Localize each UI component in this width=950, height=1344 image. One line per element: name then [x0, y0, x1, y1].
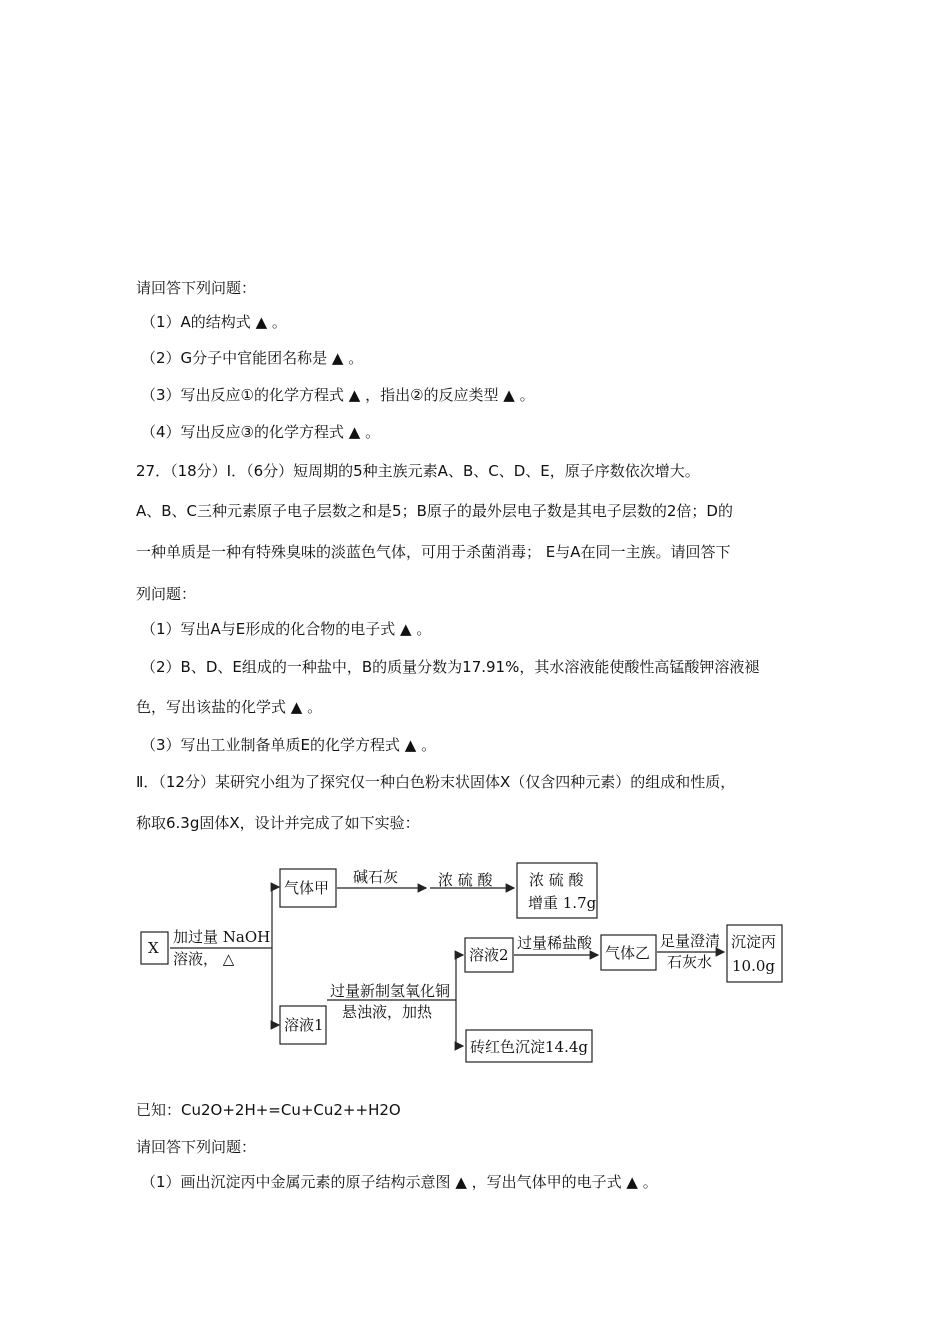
text-line: 色，写出该盐的化学式 ▲ 。 [136, 698, 323, 716]
acid-box-line2: 增重 1.7g [528, 894, 597, 912]
text-line: 已知：Cu2O+2H+=Cu+Cu2++H2O [136, 1101, 401, 1119]
solution1-label: 溶液1 [284, 1016, 324, 1034]
text-line: 请回答下列问题： [136, 279, 257, 297]
text-line: 请回答下列问题： [136, 1138, 257, 1156]
text-line: 27．（18分）Ⅰ．（6分）短周期的5种主族元素A、B、C、D、E，原子序数依次增大。 [136, 462, 700, 480]
precipitate-c-line1: 沉淀丙 [731, 933, 777, 951]
acid-box-line1: 浓 硫 酸 [529, 871, 584, 889]
step1-reagent: 加过量 NaOH [173, 928, 271, 946]
text-line: （3）写出工业制备单质E的化学方程式 ▲ 。 [141, 736, 437, 754]
text-line: A、B、C三种元素原子电子层数之和是5；B原子的最外层电子数是其电子层数的2倍；D的 [136, 502, 733, 520]
text-line: 列问题： [136, 585, 197, 603]
text-line: （2）B、D、E组成的一种盐中，B的质量分数为17.91%，其水溶液能使酸性高锰酸钾溶液褪 [141, 658, 760, 676]
conc-acid-label: 浓 硫 酸 [438, 871, 493, 889]
step2-reagent: 过量新制氢氧化铜 [330, 982, 451, 1000]
x-label: X [148, 939, 159, 957]
text-line: 称取6.3g固体X，设计并完成了如下实验： [136, 814, 420, 832]
step2-condition: 悬浊液，加热 [342, 1003, 433, 1021]
precipitate-c-line2: 10.0g [732, 957, 776, 975]
red-precipitate-label: 砖红色沉淀14.4g [470, 1038, 589, 1056]
lime-water-line1: 足量澄清 [660, 932, 721, 950]
text-line: （3）写出反应①的化学方程式 ▲ ，指出②的反应类型 ▲ 。 [141, 386, 535, 404]
gas-b-label: 气体乙 [605, 944, 651, 962]
text-line: （4）写出反应③的化学方程式 ▲ 。 [141, 423, 381, 441]
soda-lime-label: 碱石灰 [353, 868, 399, 886]
text-line: （1）A的结构式 ▲ 。 [141, 313, 287, 331]
text-line: （1）画出沉淀丙中金属元素的原子结构示意图 ▲ ，写出气体甲的电子式 ▲ 。 [141, 1173, 658, 1191]
text-line: （2）G分子中官能团名称是 ▲ 。 [141, 349, 364, 367]
lime-water-line2: 石灰水 [667, 953, 713, 971]
hcl-label: 过量稀盐酸 [517, 934, 593, 952]
text-line: （1）写出A与E形成的化合物的电子式 ▲ 。 [141, 620, 432, 638]
text-line: 一种单质是一种有特殊臭味的淡蓝色气体，可用于杀菌消毒； E与A在同一主族。请回答下 [136, 543, 731, 561]
gas-a-label: 气体甲 [284, 879, 330, 897]
step1-condition: 溶液， △ [173, 950, 235, 968]
solution2-label: 溶液2 [469, 946, 509, 964]
text-line: Ⅱ．（12分）某研究小组为了探究仅一种白色粉末状固体X（仅含四种元素）的组成和性质， [136, 773, 736, 791]
